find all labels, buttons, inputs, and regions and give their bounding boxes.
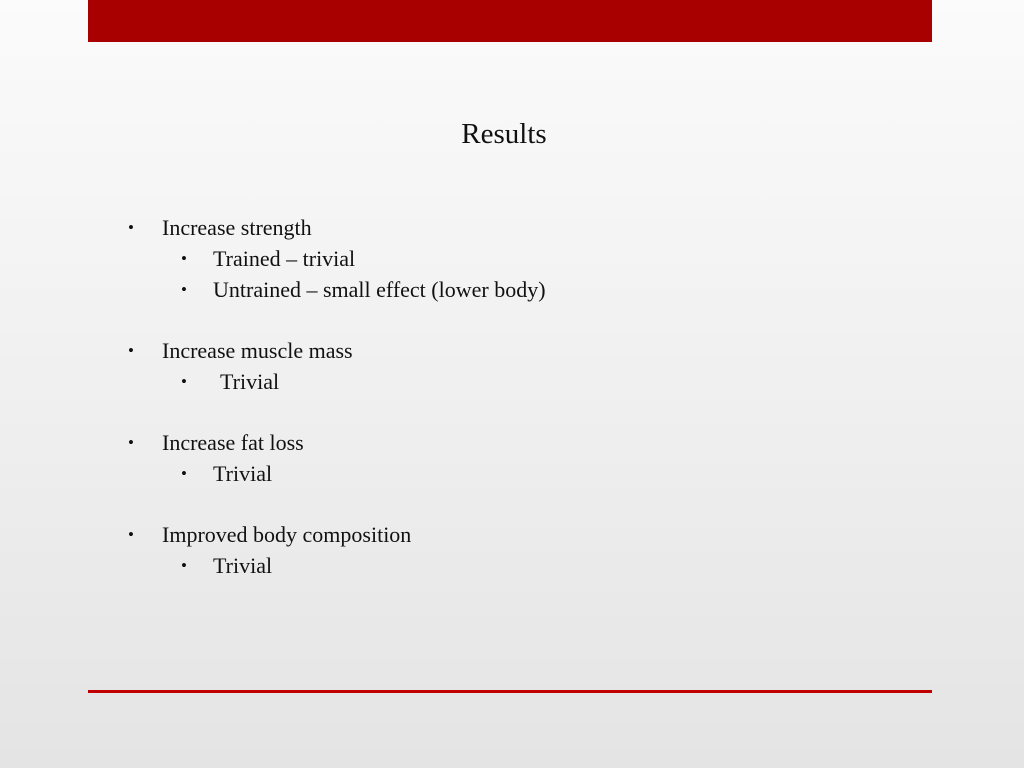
- sub-bullet-text: Untrained – small effect (lower body): [213, 277, 546, 302]
- bullet-icon: •: [128, 525, 134, 544]
- bullet-text: Increase fat loss: [162, 430, 304, 455]
- list-item: [128, 212, 888, 305]
- bullet-icon: •: [128, 218, 134, 237]
- slide-title: Results: [461, 118, 547, 150]
- sub-bullet-text: Trivial: [213, 553, 273, 578]
- sub-bullet-text: Trivial: [213, 461, 273, 486]
- bullet-text: Increase strength: [162, 215, 312, 240]
- bullet-icon: •: [181, 280, 187, 299]
- bullet-icon: •: [128, 341, 134, 360]
- bullet-icon: •: [128, 433, 134, 452]
- sub-bullet-text: Trivial: [220, 369, 280, 394]
- bullet-text: Improved body composition: [162, 522, 412, 547]
- bullet-list: [128, 212, 888, 581]
- bottom-divider: [88, 690, 932, 693]
- sub-bullet-text: Trained – trivial: [213, 246, 356, 271]
- list-item: [128, 335, 888, 397]
- list-item: [128, 427, 888, 489]
- top-accent-bar: [88, 0, 932, 42]
- bullet-icon: •: [181, 372, 187, 391]
- bullet-icon: •: [181, 464, 187, 483]
- bullet-text: Increase muscle mass: [162, 338, 353, 363]
- list-item: [128, 519, 888, 581]
- bullet-icon: •: [181, 556, 187, 575]
- bullet-icon: •: [181, 249, 187, 268]
